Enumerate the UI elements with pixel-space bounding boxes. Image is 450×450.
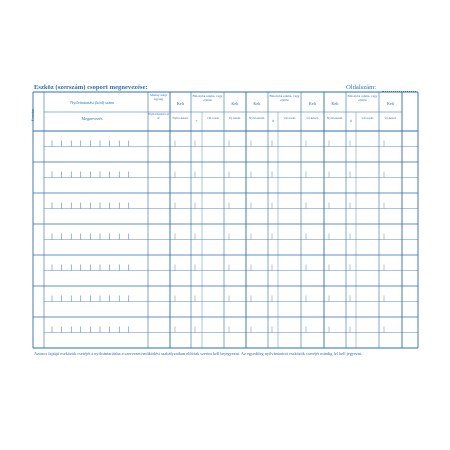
header-inventory-number: Nyilvántartási (kód) szám [70,100,114,105]
group3-document: Bizonylat száma, vagy eljárás [347,94,378,102]
group2-change: vál-tozás [283,116,296,120]
group2-opening: Nyitó-készl. [248,116,266,120]
form-title: Eszköz (szerszám) csoport megnevezése: [34,84,148,91]
group1-new: Új-készl. [229,116,241,120]
group3-date: Kelt [331,101,339,106]
page-number-label: Oldalszám: [346,84,377,91]
group2-new: Új-készl. [306,116,319,120]
header-unit: Menny-iségi egység [150,93,167,101]
group1-document: Bizonylat száma, vagy eljárás [192,94,223,102]
group2-date2: Kelt [308,101,317,106]
group3-sign: ± [349,118,353,123]
header-registry-price: Nyil-vántartá-si ár [148,112,169,120]
header-row-number: Sorszám [31,108,35,122]
header-name: Megnevezés [81,116,103,121]
group1-opening: Nyitó-készl. [172,116,189,120]
group3-change: vál-tozás [361,116,374,120]
group3-opening: Nyitó-készl. [326,116,344,120]
group2-document: Bizonylat száma, vagy eljárás [269,94,300,102]
group1-date2: Kelt [231,101,239,106]
group3-date2: Kelt [386,101,395,106]
group2-date: Kelt [253,101,261,106]
group1-sign: + [195,118,198,123]
group2-sign: ± [271,118,275,123]
group1-date: Kelt [176,101,185,106]
group1-change: vál-tozás [207,116,219,120]
group3-new: Új-készl. [384,116,397,120]
form-footer-note: Azonos fajtájú eszközök csetéjét a nyilvántartásba a szervezeti-működési szabályzatban előírtak szerint kell bejegyezni. Az egyedileg nyilvántartott eszközök cseréjét mindig fel kell jegyezni. [34,351,363,356]
